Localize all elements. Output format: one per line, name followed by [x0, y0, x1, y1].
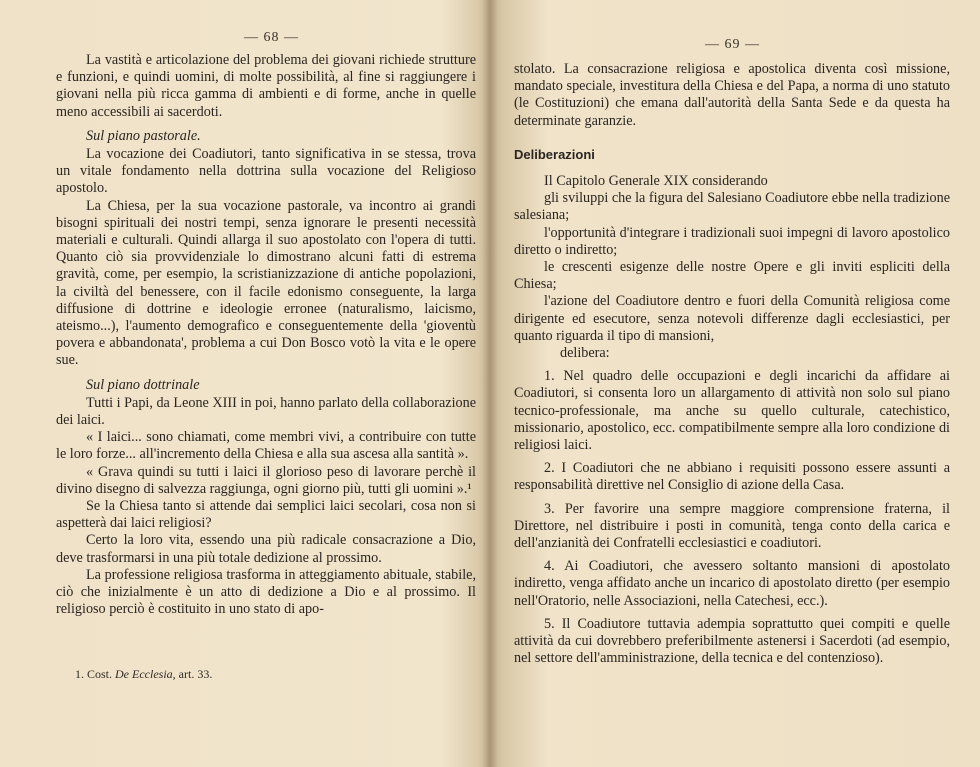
quote-paragraph: « I laici... sono chiamati, come membri vivi, a contribuire con tutte le loro forze... all'incremento della Chiesa e alla sua ascesa alla santità ».: [56, 429, 476, 463]
paragraph: La Chiesa, per la sua vocazione pastorale, va incontro ai grandi bisogni spirituali dei nostri tempi, senza ignorare le presenti necessità materiali e culturali. Quindi allarga il suo apostolato con l'opera di tutti. Quanto ciò sia provvidenziale lo dimostrano alcuni fatti di estrema gravità, come, per esempio, la scristianizzazione di antiche popolazioni, la civiltà del benessere, con il facile edonismo conseguente, la larga diffusione di dottrine e ideologie erronee (naturalismo, laicismo, ateismo...), l'aumento demografico e conseguentemente della 'gioventù povera e abbandonata', problema a cui Don Bosco votò la vita e le opere sue.: [56, 197, 476, 369]
footnote-title: De Ecclesia,: [115, 667, 176, 681]
section-heading: Sul piano pastorale.: [86, 127, 201, 144]
numbered-item: 2. I Coadiutori che ne abbiano i requisiti possono essere assunti a responsabilità direttive nel Consiglio di azione della Casa.: [514, 460, 950, 494]
paragraph: Il Capitolo Generale XIX considerando: [544, 173, 768, 190]
paragraph: La vastità e articolazione del problema dei giovani richiede strutture e funzioni, e quindi uomini, di molte possibilità, al fine si raggiungere i giovani nella più ricca gamma di ambienti e di forme, anche in quelle meno accessibili ai sacerdoti.: [56, 52, 476, 120]
paragraph: le crescenti esigenze delle nostre Opere e gli inviti espliciti della Chiesa;: [514, 259, 950, 293]
right-page-text: [514, 61, 950, 668]
paragraph: stolato. La consacrazione religiosa e apostolica diventa così missione, mandato speciale, investitura della Chiesa e del Papa, a norma di uno statuto (le Costituzioni) che emana dall'autorità della Santa Sede e da questa ha determinate garanzie.: [514, 61, 950, 129]
numbered-item: 3. Per favorire una sempre maggiore comprensione fraterna, il Direttore, nel distribuire i posti in comunità, tenga conto della carica e dell'anzianità dei Confratelli ecclesiastici e coadiutori.: [514, 500, 950, 552]
paragraph: delibera:: [560, 345, 610, 362]
section-heading: Sul piano dottrinale: [86, 376, 200, 393]
numbered-item: 1. Nel quadro delle occupazioni e degli incarichi da affidare ai Coadiutori, si consenta loro un allargamento di attività non solo sul piano tecnico-professionale, ma anche su quello culturale, catechistico, missionario, apostolico, ecc. compatibilmente sempre alla loro condizione di religiosi laici.: [514, 368, 950, 454]
paragraph: Certo la loro vita, essendo una più radicale consacrazione a Dio, deve trasformarsi in una più totale dedizione al prossimo.: [56, 532, 476, 566]
paragraph: gli sviluppi che la figura del Salesiano Coadiutore ebbe nella tradizione salesiana;: [514, 190, 950, 224]
paragraph: Se la Chiesa tanto si attende dai semplici laici secolari, cosa non si aspetterà dai laici religiosi?: [56, 498, 476, 532]
footnote-prefix: 1. Cost.: [75, 667, 113, 681]
numbered-item: 5. Il Coadiutore tuttavia adempia soprattutto quei compiti e quelle attività da cui dovrebbero preferibilmente astenersi i Sacerdoti (ad esempio, nel settore dell'amministrazione, della tecnica e del contenzioso).: [514, 615, 950, 667]
quote-paragraph: « Grava quindi su tutti i laici il glorioso peso di lavorare perchè il divino disegno di salvezza raggiunga, ogni giorno più, tutti gli uomini ».¹: [56, 463, 476, 497]
section-heading: Deliberazioni: [514, 146, 595, 162]
numbered-item: 4. Ai Coadiutori, che avessero soltanto mansioni di apostolato indiretto, venga affidato anche un incarico di apostolato diretto (per esempio nell'Oratorio, nelle Associazioni, nella Catechesi, ecc.).: [514, 558, 950, 609]
footnote: [75, 667, 212, 682]
paragraph: l'opportunità d'integrare i tradizionali suoi impegni di lavoro apostolico diretto o indiretto;: [514, 224, 950, 258]
paragraph: l'azione del Coadiutore dentro e fuori della Comunità religiosa come dirigente ed esecutore, senza notevoli differenze dagli ecclesiastici, per quanto riguarda il tipo di mansioni,: [514, 293, 950, 344]
paragraph: La professione religiosa trasforma in atteggiamento abituale, stabile, ciò che inizialmente è un atto di dedizione a Dio e al prossimo. Il religioso perciò è costituito in uno stato di apo-: [56, 566, 476, 618]
footnote-suffix: art. 33.: [178, 667, 213, 681]
paragraph: Tutti i Papi, da Leone XIII in poi, hanno parlato della collaborazione dei laici.: [56, 394, 476, 429]
page-number: — 69 —: [705, 37, 760, 52]
paragraph: La vocazione dei Coadiutori, tanto significativa in se stessa, trova un vitale fondamento nella dottrina sulla vocazione del Religioso apostolo.: [56, 146, 476, 197]
page-number: — 68 —: [244, 30, 299, 45]
right-page: [490, 0, 980, 767]
left-page-text: [56, 52, 476, 619]
